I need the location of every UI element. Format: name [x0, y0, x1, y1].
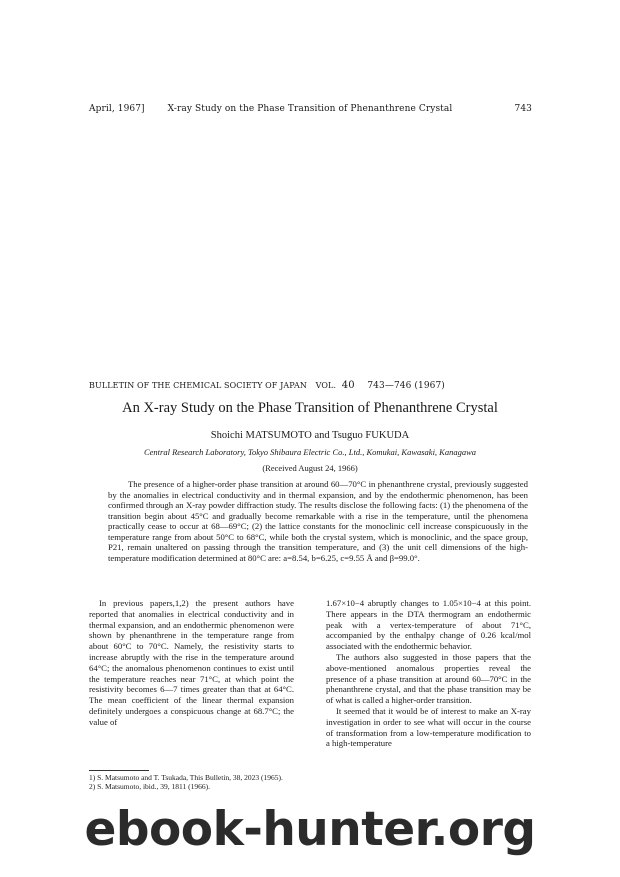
watermark: ebook-hunter.org [84, 802, 536, 857]
running-header-date: April, 1967] [89, 104, 145, 114]
page-number: 743 [514, 104, 532, 114]
body-paragraph: It seemed that it would be of interest to make an X-ray investigation in order to see what will occur in the course of transformation from a low-temperature modification to a high-temperature [326, 705, 531, 749]
body-left-column [89, 598, 294, 728]
journal-citation-line [89, 380, 529, 391]
body-paragraph: 1.67×10−4 abruptly changes to 1.05×10−4 at this point. There appears in the DTA thermogram an endothermic peak with a vertex-temperature of about 71°C, accompanied by the enthalpy change of 0.26 kcal/mol associated with the endothermic behavior. [326, 598, 531, 652]
article-title: An X-ray Study on the Phase Transition of Phenanthrene Crystal [122, 400, 498, 416]
footnote-2: 2) S. Matsumoto, ibid., 39, 1811 (1966). [89, 782, 210, 792]
journal-name: BULLETIN OF THE CHEMICAL SOCIETY OF JAPAN [89, 381, 307, 390]
abstract: The presence of a higher-order phase transition at around 60—70°C in phenanthrene crystal, previously suggested by the anomalies in electrical conductivity and in thermal expansion, and by the endothermic phenomenon, has been confirmed through an X-ray powder diffraction study. The results disclose the following facts: (1) the phenomena of the transition begin about 45°C and gradually become remarkable with a rise in the temperature, until the phenomena practically cease to occur at 68—69°C; (2) the lattice constants for the monoclinic cell increase conspicuously in the temperature range from about 50°C to 68°C, while both the crystal system, which is monoclinic, and the space group, P21, remain unaltered on passing through the transition temperature, and (3) the unit cell dimensions of the high-temperature modification determined at 80°C are: a=8.54, b=6.25, c=9.55 Å and β=99.0°. [108, 479, 528, 563]
page-range: 743—746 (1967) [367, 381, 445, 391]
footnotes [89, 773, 304, 791]
body-paragraph: The authors also suggested in those papers that the above-mentioned anomalous properties reveal the presence of a phase transition at around 60—70°C in the phenanthrene crystal, and that the phase transition may be of what is called a higher-order transition. [326, 651, 531, 706]
running-header-title: X-ray Study on the Phase Transition of Phenanthrene Crystal [167, 104, 453, 114]
volume-label: VOL. [315, 381, 337, 390]
footnote-1: 1) S. Matsumoto and T. Tsukada, This Bulletin, 38, 2023 (1965). [89, 773, 283, 782]
affiliation: Central Research Laboratory, Tokyo Shibaura Electric Co., Ltd., Komukai, Kawasaki, Kanagawa [143, 447, 477, 457]
volume-number: 40 [341, 380, 355, 391]
body-paragraph: In previous papers,1,2) the present authors have reported that anomalies in electrical conductivity and in thermal expansion, and an endothermic phenomenon were shown by phenanthrene in the temperature range from about 60°C to 70°C. Namely, the resistivity starts to increase abruptly with the rise in the temperature around 64°C; the anomalous phenomenon continues to exist until the temperature reaches near 71°C, at which point the resistivity becomes 6—7 times greater than that at 64°C. The mean coefficient of the linear thermal expansion definitely undergoes a conspicuous change at 68.7°C; the value of [89, 598, 294, 727]
authors: Shoichi MATSUMOTO and Tsuguo FUKUDA [210, 430, 410, 441]
body-right-column [326, 598, 531, 749]
received-date: (Received August 24, 1966) [262, 463, 358, 473]
footnote-divider [89, 770, 149, 771]
